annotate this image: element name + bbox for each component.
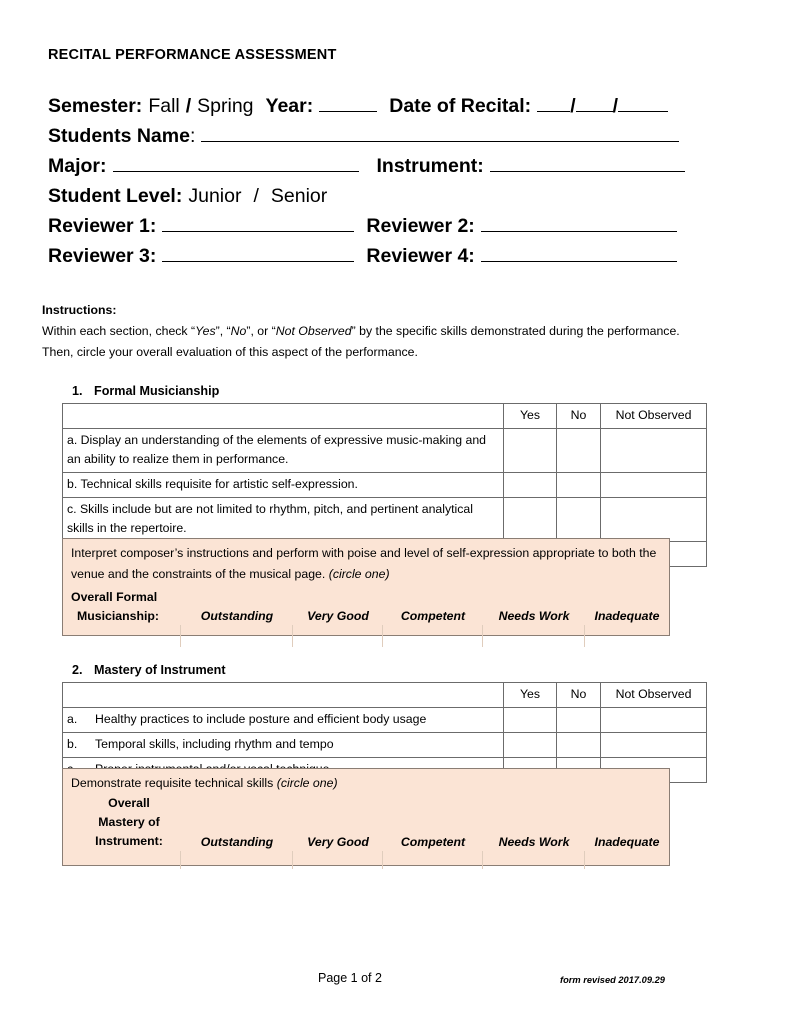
rating-option-outstanding[interactable]: Outstanding: [200, 609, 274, 623]
criterion-text: a. Display an understanding of the elements of expressive music-making and an ability to realize them in performance.: [63, 429, 504, 473]
date-of-recital-label: Date of Recital:: [389, 95, 532, 117]
date-day-input[interactable]: [576, 94, 613, 112]
section-1-overall-line-1: Overall Formal: [71, 590, 158, 604]
reviewer-row-2: [48, 241, 708, 271]
section-2-heading: [72, 663, 226, 677]
header-fields: [48, 91, 708, 271]
reviewer-3-input[interactable]: [162, 244, 354, 262]
criterion-text: b. Technical skills requisite for artistic self-expression.: [63, 473, 504, 498]
divider-cell: [585, 625, 669, 647]
page-title: RECITAL PERFORMANCE ASSESSMENT: [48, 47, 337, 63]
checkbox-cell-not-observed[interactable]: [601, 473, 707, 498]
header-criteria: [63, 404, 504, 429]
header-not-observed: Not Observed: [601, 683, 707, 708]
header-yes: Yes: [504, 404, 557, 429]
students-name-input[interactable]: [201, 124, 679, 142]
criterion-text: Healthy practices to include posture and efficient body usage: [95, 712, 427, 726]
checkbox-cell-yes[interactable]: [504, 498, 557, 542]
checkbox-cell-yes[interactable]: [504, 473, 557, 498]
instructions-em-no: No: [230, 324, 247, 338]
checkbox-cell-no[interactable]: [557, 733, 601, 758]
level-option-senior[interactable]: Senior: [270, 185, 328, 207]
instructions-block: [42, 300, 682, 363]
student-level-row: [48, 181, 708, 211]
section-1-title: Formal Musicianship: [94, 384, 220, 398]
footer-page-number: Page 1 of 2: [318, 971, 382, 985]
checkbox-cell-yes[interactable]: [504, 708, 557, 733]
section-1-heading: [72, 384, 219, 398]
section-1-eval-description: [63, 539, 669, 585]
checkbox-cell-yes[interactable]: [504, 733, 557, 758]
checkbox-cell-no[interactable]: [557, 429, 601, 473]
header-not-observed: Not Observed: [601, 404, 707, 429]
instrument-label: Instrument:: [376, 155, 484, 177]
criterion-marker: b.: [67, 737, 78, 751]
checkbox-cell-no[interactable]: [557, 708, 601, 733]
checkbox-cell-yes[interactable]: [504, 429, 557, 473]
divider-cell: [181, 851, 293, 869]
divider-cell: [585, 851, 669, 869]
major-instrument-row: [48, 151, 708, 181]
divider-cell: [483, 851, 585, 869]
instructions-text-2: ”, “: [215, 324, 231, 338]
rating-option-inadequate[interactable]: Inadequate: [594, 609, 660, 623]
checkbox-cell-not-observed[interactable]: [601, 498, 707, 542]
date-month-input[interactable]: [537, 94, 570, 112]
reviewer-3-label: Reviewer 3:: [48, 245, 157, 267]
overall-line-1: Overall: [108, 796, 150, 810]
eval-description-text: Demonstrate requisite technical skills: [71, 776, 277, 790]
section-1-overall-label: Musicianship:: [77, 609, 159, 623]
date-year-input[interactable]: [618, 94, 668, 112]
section-2-rating-divider-row: [63, 851, 669, 869]
checkbox-cell-no[interactable]: [557, 473, 601, 498]
divider-cell: [383, 625, 483, 647]
major-label: Major:: [48, 155, 107, 177]
semester-option-spring[interactable]: Spring: [197, 95, 254, 117]
rating-option-very-good[interactable]: Very Good: [307, 609, 369, 623]
overall-line-2: Mastery of: [98, 815, 160, 829]
semester-option-fall[interactable]: Fall: [148, 95, 180, 117]
instructions-text-1: Within each section, check “: [42, 324, 196, 338]
checkbox-cell-not-observed[interactable]: [601, 733, 707, 758]
reviewer-4-input[interactable]: [481, 244, 677, 262]
instructions-heading: Instructions:: [42, 303, 117, 317]
reviewer-1-input[interactable]: [162, 214, 354, 232]
section-2-rating-row: [63, 794, 669, 851]
criterion-text: c. Skills include but are not limited to rhythm, pitch, and pertinent analytical skills in the repertoire.: [63, 498, 504, 542]
section-2-overall-label: [63, 794, 181, 851]
section-2-title: Mastery of Instrument: [94, 663, 226, 677]
year-label: Year:: [265, 95, 314, 117]
section-1-rating-divider-row: [63, 625, 669, 647]
semester-row: Semester: Fall / Spring Year: Date of Recital: / /: [48, 91, 708, 121]
instrument-input[interactable]: [490, 154, 685, 172]
circle-one-note: (circle one): [276, 776, 338, 790]
rating-option-needs-work[interactable]: Needs Work: [498, 609, 570, 623]
checkbox-cell-not-observed[interactable]: [601, 708, 707, 733]
criterion-text: Temporal skills, including rhythm and tempo: [95, 737, 334, 751]
header-yes: Yes: [504, 683, 557, 708]
rating-option-very-good[interactable]: Very Good: [307, 835, 369, 849]
year-input[interactable]: [319, 94, 377, 112]
students-name-row: [48, 121, 708, 151]
section-1-rating-row: [63, 607, 669, 625]
instructions-text-4: ” by the specific skills demonstrated during the performance. Then, circle your overall evaluation of this aspect of the performance.: [42, 324, 680, 359]
section-1-evaluation-block: [62, 538, 670, 636]
rating-option-competent[interactable]: Competent: [400, 835, 466, 849]
section-2-eval-description: [63, 769, 669, 794]
rating-option-inadequate[interactable]: Inadequate: [594, 835, 660, 849]
table-header-row: [63, 683, 707, 708]
divider-cell: [383, 851, 483, 869]
major-input[interactable]: [113, 154, 359, 172]
section-2-number: 2.: [72, 663, 83, 677]
divider-cell: [63, 851, 181, 869]
table-header-row: [63, 404, 707, 429]
rating-option-competent[interactable]: Competent: [400, 609, 466, 623]
semester-label: Semester:: [48, 95, 143, 117]
circle-one-note: (circle one): [328, 567, 390, 581]
criterion-marker: a.: [67, 712, 78, 726]
header-no: No: [557, 404, 601, 429]
instructions-em-not-observed: Not Observed: [275, 324, 352, 338]
reviewer-row-1: [48, 211, 708, 241]
table-row: [63, 708, 707, 733]
header-no: No: [557, 683, 601, 708]
reviewer-2-input[interactable]: [481, 214, 677, 232]
students-name-colon: :: [189, 125, 196, 147]
criterion-cell: [63, 708, 504, 733]
rating-option-needs-work[interactable]: Needs Work: [498, 835, 570, 849]
checkbox-cell-not-observed[interactable]: [601, 429, 707, 473]
table-row: [63, 473, 707, 498]
checkbox-cell-no[interactable]: [557, 498, 601, 542]
table-row: [63, 498, 707, 542]
divider-cell: [483, 625, 585, 647]
instructions-text-3: ”, or “: [246, 324, 276, 338]
divider-cell: [293, 625, 383, 647]
table-row: [63, 429, 707, 473]
overall-line-3: Instrument:: [95, 834, 163, 848]
students-name-label: Students Name: [48, 125, 190, 147]
level-separator: /: [253, 185, 259, 207]
rating-option-outstanding[interactable]: Outstanding: [200, 835, 274, 849]
footer-revision: form revised 2017.09.29: [560, 975, 665, 985]
divider-cell: [293, 851, 383, 869]
header-criteria: [63, 683, 504, 708]
divider-cell: [63, 625, 181, 647]
section-1-number: 1.: [72, 384, 83, 398]
eval-description-text: Interpret composer’s instructions and perform with poise and level of self-expression appropriate to both the venue and the constraints of the musical page.: [71, 546, 657, 581]
semester-separator: /: [185, 95, 192, 117]
reviewer-1-label: Reviewer 1:: [48, 215, 157, 237]
reviewer-2-label: Reviewer 2:: [366, 215, 475, 237]
reviewer-4-label: Reviewer 4:: [366, 245, 475, 267]
table-row: [63, 733, 707, 758]
criterion-cell: [63, 733, 504, 758]
instructions-body: [42, 321, 682, 363]
level-option-junior[interactable]: Junior: [188, 185, 242, 207]
section-2-evaluation-block: [62, 768, 670, 866]
divider-cell: [181, 625, 293, 647]
instructions-em-yes: Yes: [195, 324, 216, 338]
student-level-label: Student Level:: [48, 185, 183, 207]
